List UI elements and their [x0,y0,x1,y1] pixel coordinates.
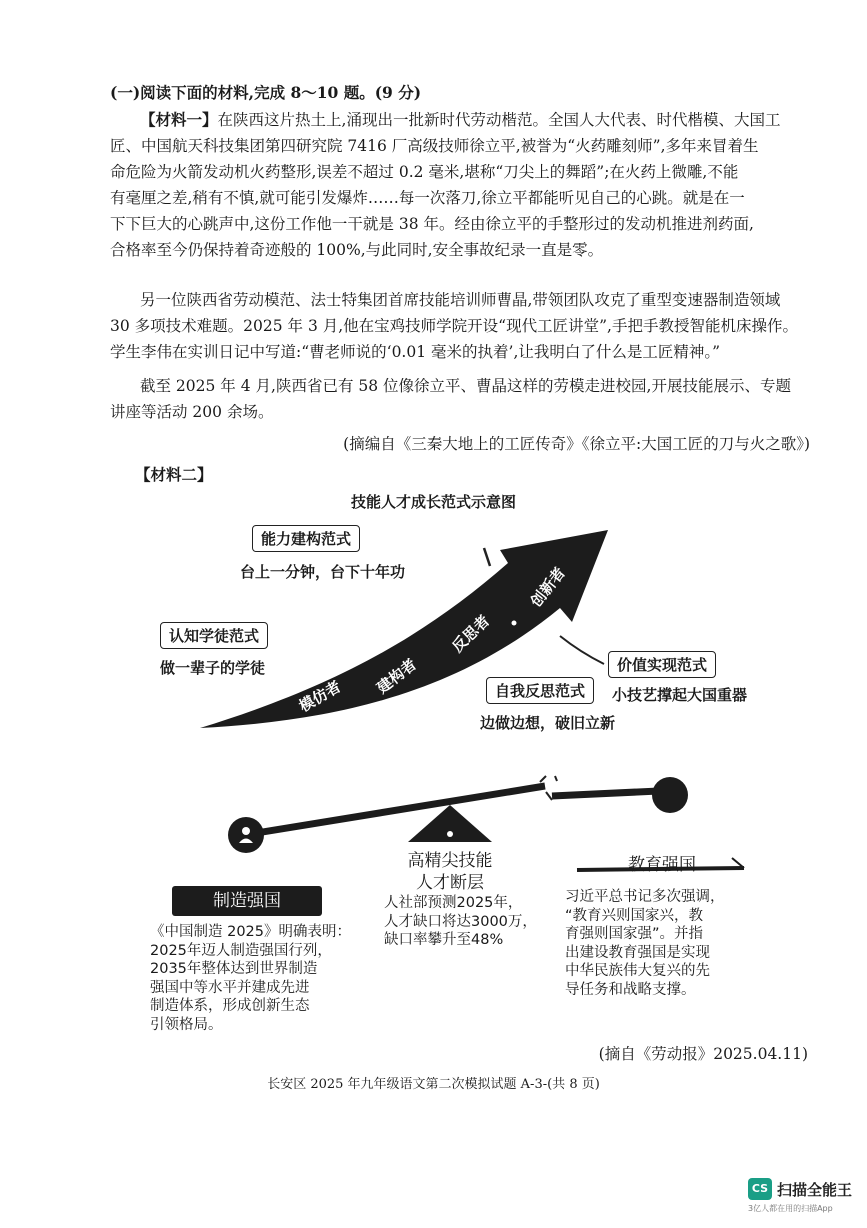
paradigm-box-capability: 能力建构范式 [252,525,360,552]
material1-line-2: 匠、中国航天科技集团第四研究院 7416 厂高级技师徐立平,被誉为“火药雕刻师”,多年来冒着生 [110,137,759,155]
right-text-block: 习近平总书记多次强调， “教育兴则国家兴，教 育强则国家强”。并指 出建设教育强国是实现 中华民族伟大复兴的先 导任务和战略支撑。 [565,889,725,998]
paradigm-box-reflection: 自我反思范式 [486,677,594,704]
material1-line-4: 有毫厘之差,稍有不慎,就可能引发爆炸……每一次落刀,徐立平都能听见自己的心跳。就是在一 [110,189,745,207]
material1-para3-line-2: 讲座等活动 200 余场。 [110,403,274,421]
material1-line-5: 下下巨大的心跳声中,这份工作他一干就是 38 年。经由徐立平的手整形过的发动机推进剂药面, [110,215,754,233]
scanner-app-name: 扫描全能王 [777,1180,853,1199]
scanner-logo-icon: CS [748,1178,772,1200]
material2-source: (摘自《劳动报》2025.04.11) [598,1045,808,1063]
arrow-label-innovator: 创新者 [526,563,569,611]
scanner-tagline: 3亿人都在用的扫描App [748,1204,833,1213]
break-mark-3 [555,776,557,781]
break-mark-1 [540,776,546,782]
tag-manufacturing-power: 制造强国 [172,886,322,916]
paradigm-caption-value: 小技艺撑起大国重器 [612,686,748,704]
material1-para3-line-1: 截至 2025 年 4 月,陕西省已有 58 位像徐立平、曹晶这样的劳模走进校园,开展技能展示、专题 [140,377,791,395]
material1-para2-line-2: 30 多项技术难题。2025 年 3 月,他在宝鸡技师学院开设“现代工匠讲堂”,手把手教授智能机床操作。 [110,317,798,335]
material1-line-6: 合格率至今仍保持着奇迹般的 100%,与此同时,安全事故纪录一直是零。 [110,241,604,259]
diagram-title: 技能人才成长范式示意图 [350,493,516,511]
seesaw-beam-left [244,786,545,835]
arrow-label-constructor: 建构者 [373,655,420,698]
arrow-label-reflector: 反思者 [448,611,494,656]
material1-line-1: 【材料一】在陕西这片热土上,涌现出一批新时代劳动楷范。全国人大代表、时代楷模、大国工 [140,110,781,129]
paradigm-box-value: 价值实现范式 [608,651,716,678]
paradigm-caption-reflection: 边做边想，破旧立新 [480,714,616,732]
paradigm-box-cognitive: 认知学徒范式 [160,622,268,649]
material1-label: 【材料一】 [140,110,218,129]
paradigm-caption-cognitive: 做一辈子的学徒 [160,659,266,677]
left-text-block: 《中国制造 2025》明确表明： 2025年迈人制造强国行列， 2035年整体达到世界制造 强国中等水平并建成先进 制造体系，形成创新生态 引领格局。 [150,924,352,1033]
mid-text-block: 人社部预测2025年， 人才缺口将达3000万， 缺口率攀升至48% [384,895,537,948]
material2-label: 【材料二】 [135,465,213,484]
paradigm-caption-capability: 台上一分钟，台下十年功 [240,563,406,581]
break-mark-2 [546,792,552,800]
fulcrum-pin [447,831,453,837]
material1-source: (摘编自《三秦大地上的工匠传奇》《徐立平:大国工匠的刀与火之歌》) [343,435,810,453]
scanner-watermark [748,1178,852,1214]
arrow-label-imitator: 模仿者 [296,677,344,716]
material1-para2-line-1: 另一位陕西省劳动模范、法士特集团首席技能培训师曹晶,带领团队攻克了重型变速器制造领域 [140,291,781,309]
material1-para2-line-3: 学生李伟在实训日记中写道:“曹老师说的‘0.01 毫米的执着’,让我明白了什么是工匠精神。” [110,343,721,361]
page-footer: 长安区 2025 年九年级语文第二次模拟试题 A-3-(共 8 页) [267,1077,600,1092]
section-heading: (一)阅读下面的材料,完成 8～10 题。(9 分) [110,83,422,102]
right-weight [652,777,688,813]
mid-title: 高精尖技能 人才断层 [407,851,493,893]
material1-line-3: 命危险为火箭发动机火药整形,误差不超过 0.2 毫米,堪称“刀尖上的舞蹈”;在火药上微雕,不能 [110,163,739,181]
right-title: 教育强国 [628,855,696,875]
person-icon-head [242,827,250,835]
